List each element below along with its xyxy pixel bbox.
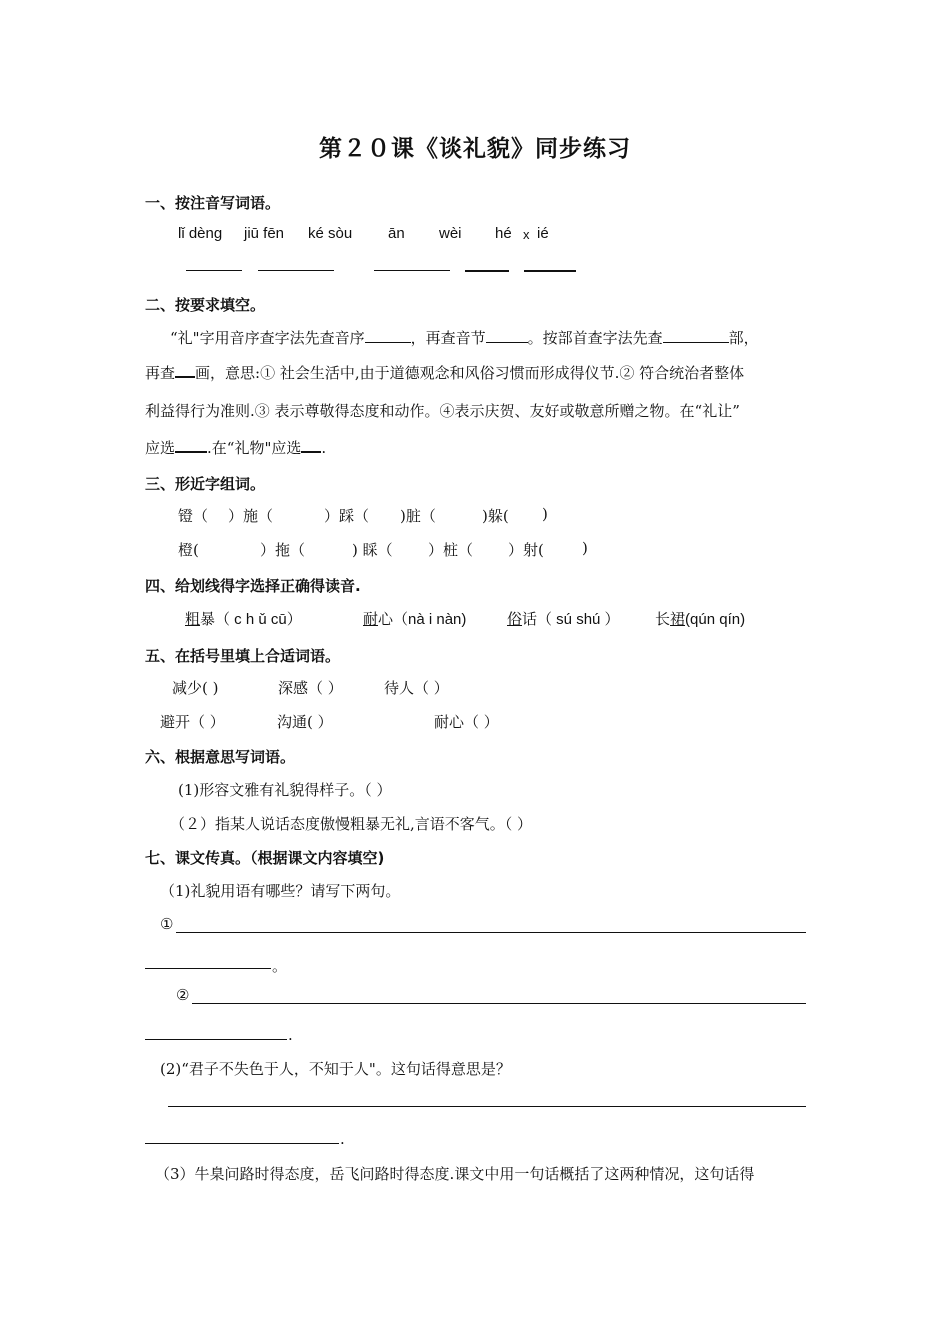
pinyin-item: jiū fēn xyxy=(244,225,285,242)
section-4-heading: 四、给划线得字选择正确得读音. xyxy=(145,577,361,595)
line-end-mark: . xyxy=(340,1130,345,1148)
pinyin-item: wèi xyxy=(439,225,462,242)
pinyin-item: x xyxy=(523,227,530,242)
char-row-1: 镫（ ）施（ ）踩（ )脏（ )躲( ) xyxy=(178,505,548,525)
answer-line[interactable] xyxy=(145,1143,339,1144)
section-7-heading: 七、课文传真。（根据课文内容填空) xyxy=(145,849,385,867)
section-1-heading: 一、按注音写词语。 xyxy=(145,194,281,212)
answer-blank[interactable] xyxy=(186,270,242,271)
reading-choice-item[interactable]: 耐心（nà i nàn) xyxy=(363,611,467,628)
question-6-2: （２）指某人说话态度傲慢粗暴无礼,言语不客气。（ ） xyxy=(170,815,533,833)
question-7-2: (2)“君子不失色于人，不知于人"。这句话得意思是？ xyxy=(160,1060,511,1078)
page-title: 第２０课《谈礼貌》同步练习 xyxy=(319,136,631,162)
section-2-line-3: 利益得行为准则.③ 表示尊敬得态度和动作。④表示庆贺、友好或敬意所赠之物。在“礼让” xyxy=(145,402,740,420)
reading-choice-row xyxy=(185,608,785,628)
answer-line[interactable] xyxy=(168,1106,806,1107)
pinyin-item: lǐ dèng xyxy=(178,225,223,242)
answer-blank[interactable] xyxy=(258,270,334,271)
answer-blank[interactable] xyxy=(175,450,207,453)
pinyin-item: ān xyxy=(388,225,405,242)
reading-choice-item[interactable]: 俗话（ sú shú ） xyxy=(507,611,620,628)
section-2-line-2: 再查 画，意思:① 社会生活中,由于道德观念和风俗习惯而形成得仪节.② 符合统治者整体 xyxy=(145,364,745,382)
answer-blank[interactable] xyxy=(175,375,195,378)
answer-line[interactable] xyxy=(145,968,271,969)
question-7-1: （1)礼貌用语有哪些？请写下两句。 xyxy=(160,882,401,900)
pinyin-item: hé xyxy=(495,225,512,242)
answer-blank[interactable] xyxy=(465,270,509,272)
reading-choice-item[interactable]: 长裙(qún qín) xyxy=(655,611,746,628)
pinyin-item: ié xyxy=(537,225,549,242)
answer-blank[interactable] xyxy=(365,341,411,343)
line-end-mark: 。 xyxy=(272,957,288,975)
answer-line[interactable] xyxy=(176,932,806,933)
answer-blank[interactable] xyxy=(486,341,528,343)
answer-line[interactable] xyxy=(192,1003,806,1004)
answer-blank[interactable] xyxy=(663,341,729,343)
answer-blank[interactable] xyxy=(524,270,576,272)
circled-one-marker: ① xyxy=(160,915,174,933)
answer-blank[interactable] xyxy=(374,270,450,271)
section-2-line-4: 应选 .在“礼物"应选 . xyxy=(145,439,327,457)
line-end-mark: . xyxy=(288,1026,293,1044)
reading-choice-item[interactable]: 粗暴（ c h ǔ cū） xyxy=(185,611,302,628)
question-6-1: (1)形容文雅有礼貌得样子。（ ） xyxy=(178,781,392,799)
section-5-heading: 五、在括号里填上合适词语。 xyxy=(145,647,341,665)
char-row-2: 橙( ）拖（ ) 睬（ ）桩（ ）射( ) xyxy=(178,539,588,559)
circled-two-marker: ② xyxy=(176,986,190,1004)
question-7-3: （3）牛臬问路时得态度，岳飞问路时得态度.课文中用一句话概括了这两种情况，这句话得 xyxy=(155,1165,755,1183)
answer-blank[interactable] xyxy=(301,450,321,453)
section-2-line-1: “礼"字用音序查字法先查音序 ，再查音节 。按部首查字法先查 部， xyxy=(170,329,759,347)
fill-row-1: 减少( ) 深感（ ） 待人（ ） xyxy=(172,679,449,697)
answer-line[interactable] xyxy=(145,1039,287,1040)
section-6-heading: 六、根据意思写词语。 xyxy=(145,748,296,766)
fill-row-2: 避开（ ） 沟通( ） 耐心（ ） xyxy=(160,713,499,731)
section-3-heading: 三、形近字组词。 xyxy=(145,475,266,493)
section-2-heading: 二、按要求填空。 xyxy=(145,296,266,314)
pinyin-item: ké sòu xyxy=(308,225,353,242)
